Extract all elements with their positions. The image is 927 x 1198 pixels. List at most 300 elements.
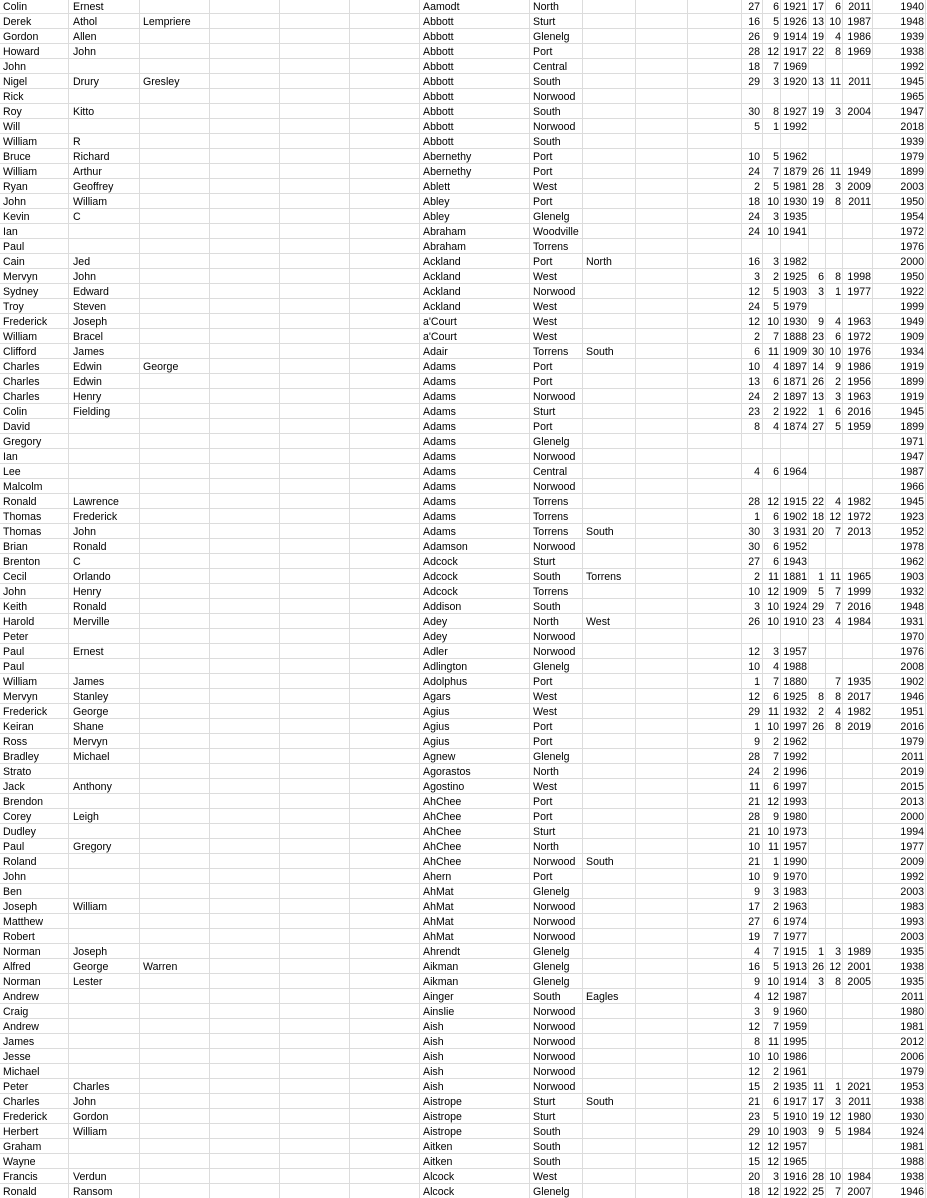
surname-cell[interactable]: Aitken <box>423 1141 453 1153</box>
death-day-cell[interactable]: 27 <box>812 421 824 433</box>
surname-cell[interactable]: Agnew <box>423 751 456 763</box>
birth-day-cell[interactable]: 4 <box>754 946 760 958</box>
birth-month-cell[interactable] <box>763 90 779 105</box>
birth-year-cell[interactable]: 1997 <box>783 721 807 733</box>
death-month-cell[interactable] <box>826 300 841 315</box>
surname-cell[interactable]: AhMat <box>423 886 454 898</box>
death-day-cell[interactable] <box>809 1050 824 1065</box>
surname-cell[interactable]: AhChee <box>423 796 462 808</box>
death-month-cell[interactable]: 6 <box>835 406 841 418</box>
birth-day-cell[interactable]: 11 <box>749 781 760 793</box>
year-cell[interactable]: 1994 <box>900 826 924 838</box>
surname-cell[interactable]: Adams <box>423 496 456 508</box>
death-year-cell[interactable]: 1982 <box>847 496 871 508</box>
birth-year-cell[interactable]: 1932 <box>783 706 807 718</box>
death-day-cell[interactable]: 26 <box>812 721 824 733</box>
birth-month-cell[interactable]: 10 <box>767 826 779 838</box>
area-cell[interactable]: West <box>533 271 557 283</box>
death-month-cell[interactable]: 3 <box>835 181 841 193</box>
surname-cell[interactable]: Aistrope <box>423 1126 462 1138</box>
surname-cell[interactable]: Adams <box>423 406 456 418</box>
second-name-cell[interactable]: Ernest <box>73 646 104 658</box>
table-row[interactable] <box>0 720 927 735</box>
year-cell[interactable]: 1946 <box>900 691 924 703</box>
death-month-cell[interactable] <box>826 450 841 465</box>
birth-year-cell[interactable]: 1962 <box>783 736 807 748</box>
birth-month-cell[interactable]: 6 <box>773 1 779 13</box>
birth-year-cell[interactable]: 1979 <box>783 301 807 313</box>
area-cell[interactable]: Sturt <box>533 556 556 568</box>
first-name-cell[interactable]: David <box>3 421 31 433</box>
surname-cell[interactable]: Abbott <box>423 91 454 103</box>
death-year-cell[interactable] <box>843 930 871 945</box>
death-day-cell[interactable]: 30 <box>812 346 824 358</box>
table-row[interactable] <box>0 750 927 765</box>
area-cell[interactable]: South <box>533 106 561 118</box>
birth-day-cell[interactable]: 21 <box>748 856 760 868</box>
area-cell[interactable]: South <box>533 571 561 583</box>
second-name-cell[interactable]: Lester <box>73 976 103 988</box>
year-cell[interactable]: 1931 <box>900 616 924 628</box>
death-year-cell[interactable] <box>843 915 871 930</box>
death-day-cell[interactable]: 1 <box>818 406 824 418</box>
surname-cell[interactable]: Aistrope <box>423 1111 462 1123</box>
table-row[interactable] <box>0 1110 927 1125</box>
death-day-cell[interactable]: 1 <box>818 946 824 958</box>
year-cell[interactable]: 1980 <box>900 1006 924 1018</box>
second-name-cell[interactable]: Edwin <box>73 376 102 388</box>
death-year-cell[interactable] <box>843 255 871 270</box>
death-day-cell[interactable]: 8 <box>818 691 824 703</box>
death-day-cell[interactable] <box>809 465 824 480</box>
area-cell[interactable]: Sturt <box>533 406 556 418</box>
death-year-cell[interactable]: 2017 <box>847 691 871 703</box>
death-year-cell[interactable] <box>843 810 871 825</box>
table-row[interactable] <box>0 690 927 705</box>
birth-month-cell[interactable]: 4 <box>773 661 779 673</box>
birth-year-cell[interactable]: 1986 <box>783 1051 807 1063</box>
area-cell[interactable]: Port <box>533 46 553 58</box>
second-name-cell[interactable]: Mervyn <box>73 736 108 748</box>
birth-month-cell[interactable]: 2 <box>773 271 779 283</box>
first-name-cell[interactable]: Alfred <box>3 961 31 973</box>
year-cell[interactable]: 1930 <box>900 1111 924 1123</box>
area-cell[interactable]: Port <box>533 736 553 748</box>
surname-cell[interactable]: Adams <box>423 511 456 523</box>
year-cell[interactable]: 1993 <box>900 916 924 928</box>
death-year-cell[interactable] <box>843 990 871 1005</box>
death-day-cell[interactable] <box>809 60 824 75</box>
death-year-cell[interactable] <box>843 435 871 450</box>
death-month-cell[interactable] <box>826 630 841 645</box>
year-cell[interactable]: 1979 <box>900 151 924 163</box>
birth-year-cell[interactable]: 1914 <box>783 976 807 988</box>
birth-month-cell[interactable]: 7 <box>773 751 779 763</box>
first-name-cell[interactable]: Andrew <box>3 1021 39 1033</box>
table-row[interactable] <box>0 300 927 315</box>
first-name-cell[interactable]: Jesse <box>3 1051 31 1063</box>
first-name-cell[interactable]: Norman <box>3 976 41 988</box>
first-name-cell[interactable]: Colin <box>3 406 28 418</box>
birth-month-cell[interactable]: 7 <box>773 676 779 688</box>
first-name-cell[interactable]: Charles <box>3 361 40 373</box>
birth-month-cell[interactable]: 1 <box>773 121 779 133</box>
year-cell[interactable]: 1979 <box>900 1066 924 1078</box>
area-cell[interactable]: South <box>533 136 561 148</box>
birth-year-cell[interactable]: 1977 <box>783 931 807 943</box>
area-cell[interactable]: Torrens <box>533 241 569 253</box>
first-name-cell[interactable]: Strato <box>3 766 32 778</box>
first-name-cell[interactable]: John <box>3 61 26 73</box>
death-day-cell[interactable] <box>809 675 824 690</box>
table-row[interactable] <box>0 525 927 540</box>
surname-cell[interactable]: Abbott <box>423 31 454 43</box>
birth-day-cell[interactable]: 27 <box>748 1 760 13</box>
birth-month-cell[interactable]: 10 <box>767 601 779 613</box>
year-cell[interactable]: 1945 <box>900 76 924 88</box>
first-name-cell[interactable]: Keiran <box>3 721 34 733</box>
table-row[interactable] <box>0 120 927 135</box>
second-name-cell[interactable]: R <box>73 136 81 148</box>
year-cell[interactable]: 1923 <box>900 511 924 523</box>
death-month-cell[interactable]: 6 <box>835 1 841 13</box>
death-day-cell[interactable] <box>809 555 824 570</box>
death-day-cell[interactable]: 19 <box>812 196 824 208</box>
first-name-cell[interactable]: William <box>3 166 38 178</box>
table-row[interactable] <box>0 675 927 690</box>
table-row[interactable] <box>0 1155 927 1170</box>
year-cell[interactable]: 1992 <box>900 871 924 883</box>
birth-month-cell[interactable]: 7 <box>773 331 779 343</box>
birth-year-cell[interactable]: 1897 <box>783 361 807 373</box>
birth-day-cell[interactable]: 30 <box>748 541 760 553</box>
area-cell[interactable]: Norwood <box>533 286 576 298</box>
death-year-cell[interactable] <box>843 1065 871 1080</box>
area-cell[interactable]: Torrens <box>533 511 569 523</box>
death-year-cell[interactable]: 1949 <box>847 166 871 178</box>
first-name-cell[interactable]: Herbert <box>3 1126 39 1138</box>
death-month-cell[interactable] <box>826 930 841 945</box>
table-row[interactable] <box>0 225 927 240</box>
birth-day-cell[interactable]: 24 <box>748 226 760 238</box>
year-cell[interactable]: 2008 <box>900 661 924 673</box>
second-name-cell[interactable]: William <box>73 901 108 913</box>
table-row[interactable] <box>0 840 927 855</box>
death-day-cell[interactable]: 17 <box>812 1 824 13</box>
area2-cell[interactable]: North <box>586 256 612 268</box>
area-cell[interactable]: North <box>533 1 559 13</box>
death-month-cell[interactable]: 1 <box>835 1081 841 1093</box>
surname-cell[interactable]: Ackland <box>423 256 461 268</box>
birth-month-cell[interactable]: 7 <box>773 931 779 943</box>
death-month-cell[interactable]: 7 <box>835 676 841 688</box>
area2-cell[interactable]: South <box>586 346 614 358</box>
birth-year-cell[interactable]: 1974 <box>783 916 807 928</box>
first-name-cell[interactable]: Peter <box>3 1081 29 1093</box>
birth-day-cell[interactable]: 28 <box>748 496 760 508</box>
death-month-cell[interactable]: 9 <box>835 361 841 373</box>
birth-month-cell[interactable]: 5 <box>773 961 779 973</box>
surname-cell[interactable]: Abbott <box>423 121 454 133</box>
year-cell[interactable]: 1945 <box>900 406 924 418</box>
year-cell[interactable]: 2013 <box>900 796 924 808</box>
birth-day-cell[interactable] <box>743 435 760 450</box>
year-cell[interactable]: 1948 <box>900 16 924 28</box>
death-day-cell[interactable] <box>809 735 824 750</box>
death-month-cell[interactable]: 2 <box>835 376 841 388</box>
birth-year-cell[interactable]: 1987 <box>783 991 807 1003</box>
birth-day-cell[interactable]: 16 <box>748 961 760 973</box>
death-day-cell[interactable] <box>809 90 824 105</box>
table-row[interactable] <box>0 765 927 780</box>
birth-year-cell[interactable]: 1980 <box>783 811 807 823</box>
death-day-cell[interactable] <box>809 915 824 930</box>
first-name-cell[interactable]: Harold <box>3 616 35 628</box>
surname-cell[interactable]: Agostino <box>423 781 465 793</box>
birth-year-cell[interactable]: 1922 <box>783 1186 807 1198</box>
table-row[interactable] <box>0 660 927 675</box>
birth-month-cell[interactable]: 12 <box>767 1186 779 1198</box>
birth-month-cell[interactable]: 2 <box>773 1081 779 1093</box>
death-day-cell[interactable]: 26 <box>812 166 824 178</box>
death-year-cell[interactable]: 2005 <box>847 976 871 988</box>
birth-year-cell[interactable]: 1992 <box>783 751 807 763</box>
death-year-cell[interactable] <box>843 480 871 495</box>
death-year-cell[interactable]: 2016 <box>847 406 871 418</box>
birth-month-cell[interactable]: 6 <box>773 541 779 553</box>
first-name-cell[interactable]: Matthew <box>3 916 44 928</box>
first-name-cell[interactable]: Peter <box>3 631 29 643</box>
area-cell[interactable]: South <box>533 601 561 613</box>
birth-day-cell[interactable]: 9 <box>754 736 760 748</box>
surname-cell[interactable]: Adamson <box>423 541 468 553</box>
first-name-cell[interactable]: Frederick <box>3 1111 48 1123</box>
first-name-cell[interactable]: Norman <box>3 946 41 958</box>
birth-day-cell[interactable]: 3 <box>754 271 760 283</box>
surname-cell[interactable]: Abernethy <box>423 151 472 163</box>
first-name-cell[interactable]: Bradley <box>3 751 39 763</box>
birth-month-cell[interactable]: 5 <box>773 151 779 163</box>
surname-cell[interactable]: Abbott <box>423 61 454 73</box>
birth-day-cell[interactable]: 20 <box>748 1171 760 1183</box>
surname-cell[interactable]: Abbott <box>423 16 454 28</box>
table-row[interactable] <box>0 75 927 90</box>
table-row[interactable] <box>0 960 927 975</box>
year-cell[interactable]: 1919 <box>900 361 924 373</box>
death-month-cell[interactable]: 11 <box>830 571 841 583</box>
table-row[interactable] <box>0 585 927 600</box>
first-name-cell[interactable]: Roy <box>3 106 22 118</box>
birth-year-cell[interactable] <box>781 240 807 255</box>
birth-day-cell[interactable]: 3 <box>754 601 760 613</box>
birth-year-cell[interactable]: 1881 <box>783 571 807 583</box>
area-cell[interactable]: Norwood <box>533 481 576 493</box>
second-name-cell[interactable]: Allen <box>73 31 97 43</box>
first-name-cell[interactable]: Brian <box>3 541 28 553</box>
second-name-cell[interactable]: Charles <box>73 1081 110 1093</box>
birth-month-cell[interactable]: 10 <box>767 1126 779 1138</box>
area-cell[interactable]: Torrens <box>533 496 569 508</box>
birth-year-cell[interactable]: 1996 <box>783 766 807 778</box>
first-name-cell[interactable]: Clifford <box>3 346 37 358</box>
area-cell[interactable]: South <box>533 1156 561 1168</box>
death-day-cell[interactable] <box>809 150 824 165</box>
surname-cell[interactable]: Abraham <box>423 241 466 253</box>
birth-year-cell[interactable]: 1903 <box>783 286 807 298</box>
death-day-cell[interactable]: 3 <box>818 286 824 298</box>
area-cell[interactable]: West <box>533 331 557 343</box>
area-cell[interactable]: Glenelg <box>533 886 570 898</box>
birth-month-cell[interactable]: 3 <box>773 256 779 268</box>
death-day-cell[interactable] <box>809 450 824 465</box>
year-cell[interactable]: 2012 <box>900 1036 924 1048</box>
death-month-cell[interactable]: 7 <box>835 601 841 613</box>
first-name-cell[interactable]: Rick <box>3 91 24 103</box>
death-day-cell[interactable]: 23 <box>812 331 824 343</box>
birth-day-cell[interactable]: 9 <box>754 886 760 898</box>
birth-year-cell[interactable]: 1959 <box>783 1021 807 1033</box>
first-name-cell[interactable]: Malcolm <box>3 481 43 493</box>
birth-day-cell[interactable] <box>743 240 760 255</box>
birth-day-cell[interactable]: 29 <box>748 1126 760 1138</box>
area-cell[interactable]: Port <box>533 871 553 883</box>
year-cell[interactable]: 1899 <box>900 421 924 433</box>
birth-month-cell[interactable]: 7 <box>773 1021 779 1033</box>
first-name-cell[interactable]: John <box>3 586 26 598</box>
death-year-cell[interactable]: 1959 <box>847 421 871 433</box>
birth-month-cell[interactable]: 11 <box>768 841 779 853</box>
surname-cell[interactable]: Aamodt <box>423 1 460 13</box>
surname-cell[interactable]: Adolphus <box>423 676 468 688</box>
birth-year-cell[interactable]: 1909 <box>783 346 807 358</box>
death-month-cell[interactable]: 7 <box>835 1186 841 1198</box>
surname-cell[interactable]: Ahrendt <box>423 946 461 958</box>
area-cell[interactable]: Sturt <box>533 826 556 838</box>
first-name-cell[interactable]: Joseph <box>3 901 38 913</box>
birth-month-cell[interactable]: 9 <box>773 871 779 883</box>
birth-month-cell[interactable] <box>763 630 779 645</box>
table-row[interactable] <box>0 60 927 75</box>
death-month-cell[interactable]: 4 <box>835 496 841 508</box>
birth-month-cell[interactable]: 3 <box>773 211 779 223</box>
birth-year-cell[interactable]: 1917 <box>783 1096 807 1108</box>
death-month-cell[interactable]: 8 <box>835 976 841 988</box>
second-name-cell[interactable]: John <box>73 526 96 538</box>
second-name-cell[interactable]: Verdun <box>73 1171 107 1183</box>
birth-year-cell[interactable]: 1941 <box>783 226 807 238</box>
second-name-cell[interactable]: Fielding <box>73 406 111 418</box>
birth-month-cell[interactable]: 2 <box>773 406 779 418</box>
death-year-cell[interactable] <box>843 840 871 855</box>
year-cell[interactable]: 1970 <box>900 631 924 643</box>
death-month-cell[interactable] <box>826 735 841 750</box>
birth-month-cell[interactable]: 1 <box>773 856 779 868</box>
death-month-cell[interactable] <box>826 660 841 675</box>
first-name-cell[interactable]: Dudley <box>3 826 36 838</box>
first-name-cell[interactable]: John <box>3 196 26 208</box>
birth-month-cell[interactable]: 12 <box>767 586 779 598</box>
birth-month-cell[interactable]: 6 <box>773 916 779 928</box>
area-cell[interactable]: Norwood <box>533 391 576 403</box>
table-row[interactable] <box>0 15 927 30</box>
birth-year-cell[interactable]: 1988 <box>783 661 807 673</box>
birth-month-cell[interactable]: 12 <box>767 796 779 808</box>
table-row[interactable] <box>0 210 927 225</box>
table-row[interactable] <box>0 1095 927 1110</box>
second-name-cell[interactable]: Jed <box>73 256 91 268</box>
birth-year-cell[interactable]: 1927 <box>783 106 807 118</box>
death-month-cell[interactable]: 8 <box>835 721 841 733</box>
third-name-cell[interactable]: Gresley <box>143 76 180 88</box>
death-month-cell[interactable] <box>826 750 841 765</box>
area-cell[interactable]: North <box>533 841 559 853</box>
year-cell[interactable]: 2009 <box>900 856 924 868</box>
year-cell[interactable]: 1899 <box>900 376 924 388</box>
surname-cell[interactable]: Agorastos <box>423 766 471 778</box>
first-name-cell[interactable]: Corey <box>3 811 32 823</box>
death-month-cell[interactable] <box>826 90 841 105</box>
third-name-cell[interactable]: George <box>143 361 179 373</box>
death-month-cell[interactable]: 12 <box>829 511 841 523</box>
death-day-cell[interactable]: 6 <box>818 271 824 283</box>
table-row[interactable] <box>0 990 927 1005</box>
birth-day-cell[interactable]: 4 <box>754 991 760 1003</box>
table-row[interactable] <box>0 600 927 615</box>
birth-day-cell[interactable]: 2 <box>754 571 760 583</box>
area-cell[interactable]: Glenelg <box>533 976 570 988</box>
first-name-cell[interactable]: Gordon <box>3 31 39 43</box>
first-name-cell[interactable]: William <box>3 331 38 343</box>
birth-month-cell[interactable]: 9 <box>773 1006 779 1018</box>
birth-month-cell[interactable]: 12 <box>767 496 779 508</box>
surname-cell[interactable]: Abbott <box>423 76 454 88</box>
area-cell[interactable]: Norwood <box>533 1036 576 1048</box>
death-month-cell[interactable] <box>826 150 841 165</box>
birth-day-cell[interactable]: 18 <box>748 61 760 73</box>
death-month-cell[interactable]: 3 <box>835 946 841 958</box>
table-row[interactable] <box>0 825 927 840</box>
birth-month-cell[interactable]: 5 <box>773 16 779 28</box>
year-cell[interactable]: 1934 <box>900 346 924 358</box>
second-name-cell[interactable]: Merville <box>73 616 110 628</box>
second-name-cell[interactable]: Bracel <box>73 331 104 343</box>
birth-month-cell[interactable]: 10 <box>767 616 779 628</box>
birth-year-cell[interactable]: 1995 <box>783 1036 807 1048</box>
death-year-cell[interactable] <box>843 225 871 240</box>
death-year-cell[interactable] <box>843 450 871 465</box>
birth-month-cell[interactable]: 10 <box>767 721 779 733</box>
birth-year-cell[interactable]: 1963 <box>783 901 807 913</box>
death-month-cell[interactable]: 11 <box>830 166 841 178</box>
table-row[interactable] <box>0 930 927 945</box>
death-month-cell[interactable]: 8 <box>835 691 841 703</box>
death-day-cell[interactable] <box>809 1140 824 1155</box>
death-month-cell[interactable] <box>826 870 841 885</box>
death-month-cell[interactable] <box>826 60 841 75</box>
area-cell[interactable]: Central <box>533 466 568 478</box>
birth-month-cell[interactable]: 2 <box>773 736 779 748</box>
death-day-cell[interactable] <box>809 1035 824 1050</box>
death-day-cell[interactable]: 26 <box>812 961 824 973</box>
surname-cell[interactable]: Ahern <box>423 871 452 883</box>
surname-cell[interactable]: Addison <box>423 601 462 613</box>
birth-year-cell[interactable]: 1961 <box>783 1066 807 1078</box>
death-year-cell[interactable]: 2016 <box>847 601 871 613</box>
first-name-cell[interactable]: Ryan <box>3 181 28 193</box>
death-month-cell[interactable] <box>826 1020 841 1035</box>
death-month-cell[interactable] <box>826 840 841 855</box>
birth-day-cell[interactable]: 23 <box>748 1111 760 1123</box>
